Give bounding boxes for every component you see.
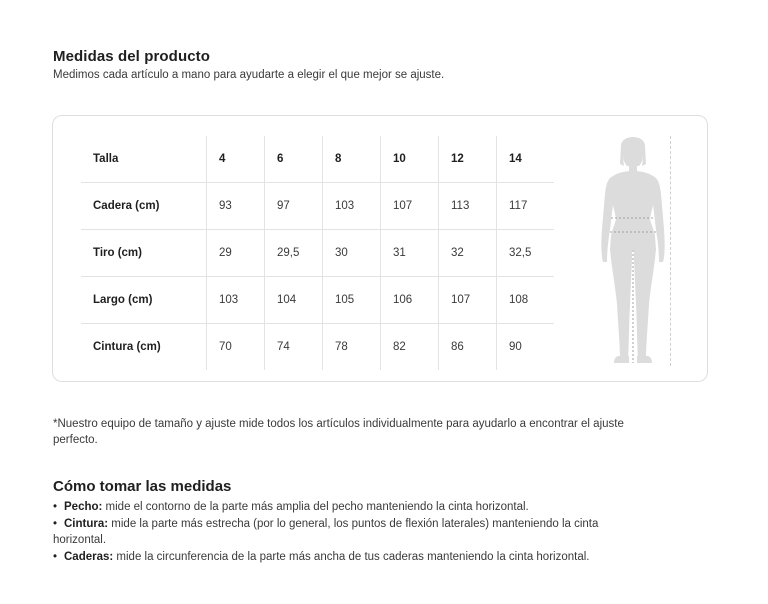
table-cell: 103 bbox=[323, 183, 381, 230]
table-cell: 106 bbox=[381, 277, 439, 324]
measure-description: mide la parte más estrecha (por lo general, los puntos de flexión laterales) manteniendo la cinta horizontal. bbox=[53, 517, 599, 546]
table-cell: 86 bbox=[439, 324, 497, 371]
table-cell: 32,5 bbox=[497, 230, 555, 277]
table-cell: 82 bbox=[381, 324, 439, 371]
size-header: 8 bbox=[323, 136, 381, 183]
table-cell: 117 bbox=[497, 183, 555, 230]
size-chart-card bbox=[52, 115, 708, 382]
table-row bbox=[81, 183, 554, 230]
table-cell: 104 bbox=[265, 277, 323, 324]
measure-term: Caderas: bbox=[64, 550, 114, 563]
table-cell: 107 bbox=[439, 277, 497, 324]
table-cell: 107 bbox=[381, 183, 439, 230]
table-cell: 74 bbox=[265, 324, 323, 371]
list-item bbox=[53, 516, 653, 549]
size-header: 10 bbox=[381, 136, 439, 183]
table-cell: 78 bbox=[323, 324, 381, 371]
row-label: Largo (cm) bbox=[81, 277, 207, 324]
table-cell: 97 bbox=[265, 183, 323, 230]
fit-note: *Nuestro equipo de tamaño y ajuste mide todos los artículos individualmente para ayudarlo a encontrar el ajuste perfecto. bbox=[53, 418, 624, 446]
size-header: 6 bbox=[265, 136, 323, 183]
bullet-icon: • bbox=[53, 517, 58, 530]
table-header-row bbox=[81, 136, 554, 183]
table-cell: 31 bbox=[381, 230, 439, 277]
table-cell: 32 bbox=[439, 230, 497, 277]
table-row bbox=[81, 277, 554, 324]
size-header: 14 bbox=[497, 136, 555, 183]
measure-term: Cintura: bbox=[64, 517, 109, 530]
page-subtitle: Medimos cada artículo a mano para ayudarte a elegir el que mejor se ajuste. bbox=[53, 69, 445, 81]
size-table bbox=[81, 136, 554, 370]
table-corner-label: Talla bbox=[93, 153, 119, 165]
table-cell: 29,5 bbox=[265, 230, 323, 277]
size-header: 4 bbox=[207, 136, 265, 183]
table-cell: 103 bbox=[207, 277, 265, 324]
measure-description: mide la circunferencia de la parte más ancha de tus caderas manteniendo la cinta horizontal. bbox=[113, 550, 590, 563]
how-to-measure-title: Cómo tomar las medidas bbox=[53, 478, 232, 495]
row-label: Cadera (cm) bbox=[81, 183, 207, 230]
row-label: Cintura (cm) bbox=[81, 324, 207, 371]
table-cell: 29 bbox=[207, 230, 265, 277]
how-to-measure-list bbox=[53, 499, 653, 565]
table-cell: 70 bbox=[207, 324, 265, 371]
bullet-icon: • bbox=[53, 501, 58, 513]
table-row bbox=[81, 324, 554, 371]
table-cell: 113 bbox=[439, 183, 497, 230]
measure-description: mide el contorno de la parte más amplia del pecho manteniendo la cinta horizontal. bbox=[102, 501, 529, 513]
bullet-icon: • bbox=[53, 550, 58, 563]
table-cell: 108 bbox=[497, 277, 555, 324]
table-cell: 90 bbox=[497, 324, 555, 371]
table-cell: 93 bbox=[207, 183, 265, 230]
table-cell: 105 bbox=[323, 277, 381, 324]
size-header: 12 bbox=[439, 136, 497, 183]
length-guide-line bbox=[670, 136, 671, 366]
table-row bbox=[81, 230, 554, 277]
measure-term: Pecho: bbox=[64, 501, 103, 513]
row-label: Tiro (cm) bbox=[81, 230, 207, 277]
body-silhouette-illustration bbox=[593, 134, 673, 366]
list-item bbox=[53, 499, 653, 516]
page-title: Medidas del producto bbox=[53, 48, 211, 65]
table-cell: 30 bbox=[323, 230, 381, 277]
list-item bbox=[53, 549, 653, 566]
